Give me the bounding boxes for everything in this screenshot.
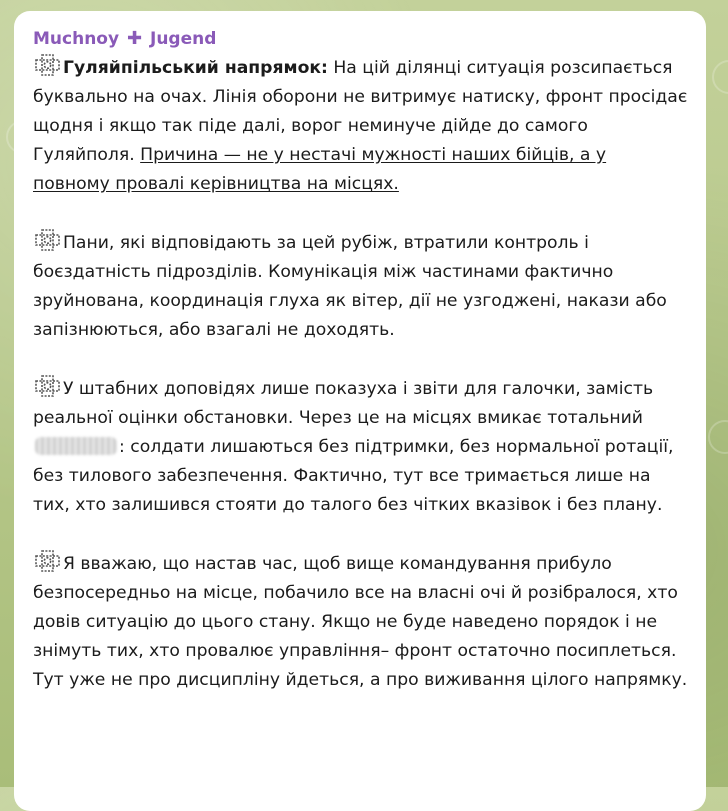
snowflake-emoji-icon	[33, 374, 62, 398]
message-paragraph-4	[33, 549, 688, 695]
plus-icon: ✚	[126, 28, 143, 49]
paragraph-text: : солдати лишаються без підтримки, без нормальної ротації, без тилового забезпечення. Фактично, тут все тримається лише на тих, хто залишився стояти до талого без чітких вказівок і без плану.	[33, 437, 674, 515]
channel-name[interactable]	[33, 27, 688, 53]
underlined-text: Причина — не у нестачі мужності наших бійців, а у повному провалі керівництва на місцях.	[33, 145, 607, 194]
paragraph-heading: Гуляйпільський напрямок:	[63, 58, 328, 78]
paragraph-text: На цій ділянці ситуація розсипається буквально на очах. Лінія оборони не витримує натиску, фронт просідає щодня і якщо так піде далі, ворог неминуче дійде до самого Гуляйполя.	[33, 58, 688, 165]
snowflake-emoji-icon	[33, 53, 62, 77]
blurred-word	[35, 437, 117, 455]
snowflake-emoji-icon	[33, 228, 62, 252]
message-paragraph-2	[33, 228, 688, 345]
background-doodle	[708, 420, 728, 454]
background-doodle	[712, 60, 728, 94]
paragraph-text: Пани, які відповідають за цей рубіж, втратили контроль і боєздатність підрозділів. Комунікація між частинами фактично зруйнована, координація глуха як вітер, дії не узгоджені, накази або запізнюються, або взагалі не доходять.	[33, 233, 667, 340]
channel-name-right: Jugend	[150, 29, 217, 49]
paragraph-text: У штабних доповідях лише показуха і звіти для галочки, замість реальної оцінки обстановки. Через це на місцях вмикає тотальний	[33, 379, 654, 428]
message-bubble[interactable]	[14, 11, 706, 811]
snowflake-emoji-icon	[33, 549, 62, 573]
message-paragraph-1	[33, 53, 688, 199]
message-paragraph-3	[33, 374, 688, 520]
channel-name-left: Muchnoy	[33, 29, 120, 49]
paragraph-text: Я вважаю, що настав час, щоб вище командування прибуло безпосередньо на місце, побачило все на власні очі й розібралося, хто довів ситуацію до цього стану. Якщо не буде наведено порядок і не знімуть тих, хто провалює управління– фронт остаточно посиплеться. Тут уже не про дисципліну йдеться, а про виживання цілого напрямку.	[33, 554, 688, 690]
